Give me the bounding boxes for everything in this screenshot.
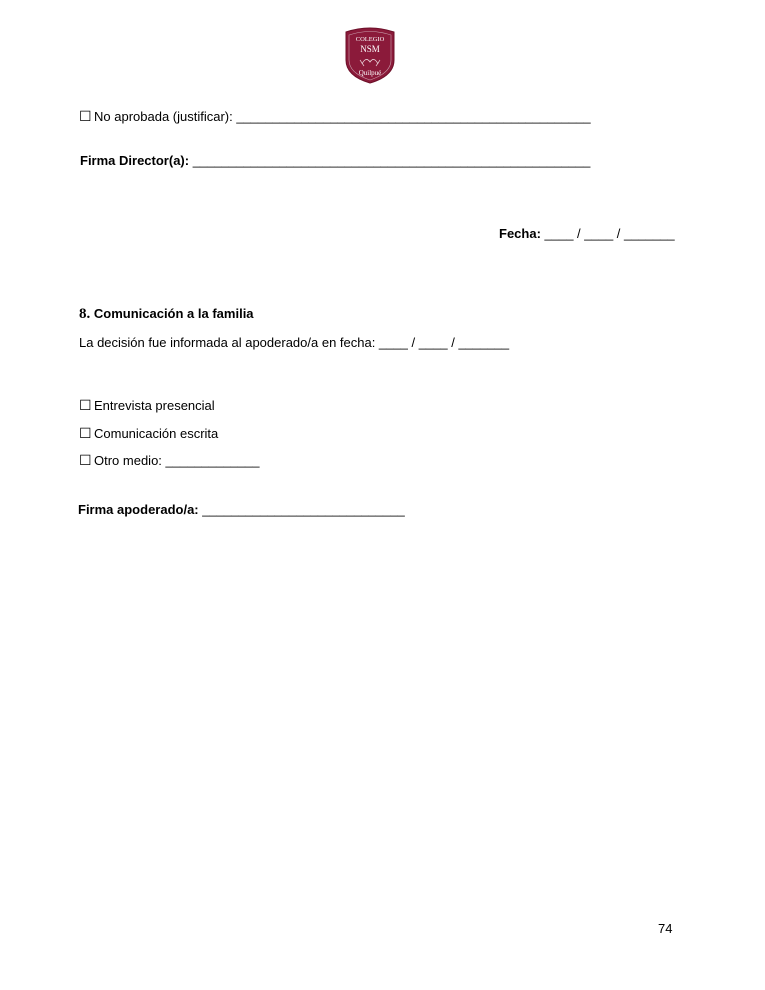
informed-date-line[interactable]: La decisión fue informada al apoderado/a en fecha: ____ / ____ / _______	[79, 335, 510, 350]
approval-date-line	[499, 226, 675, 242]
director-signature-label: Firma Director(a):	[80, 153, 190, 168]
option-checkbox[interactable]: ☐	[79, 452, 92, 468]
section-8-number: 8.	[79, 306, 91, 322]
option-label: Comunicación escrita	[94, 426, 219, 441]
page-number: 74	[658, 921, 673, 936]
option-entrevista-presencial[interactable]	[79, 397, 215, 414]
guardian-signature-blank[interactable]: ____________________________	[198, 502, 405, 517]
option-label: Otro medio: _____________	[94, 453, 260, 468]
rejected-justification-blank[interactable]: _________________________________________________	[236, 109, 591, 124]
logo-text-nsm: NSM	[360, 44, 380, 54]
option-checkbox[interactable]: ☐	[79, 397, 92, 413]
option-otro-medio[interactable]	[79, 452, 260, 469]
rejected-checkbox[interactable]: ☐	[79, 108, 92, 124]
rejected-label: No aprobada (justificar):	[94, 109, 237, 124]
guardian-signature-line	[78, 502, 405, 518]
approval-date-label: Fecha:	[499, 226, 541, 241]
school-crest-logo	[342, 26, 398, 84]
director-signature-line	[80, 153, 590, 169]
logo-text-colegio: COLEGIO	[355, 36, 385, 43]
option-label: Entrevista presencial	[94, 398, 215, 413]
guardian-signature-label: Firma apoderado/a:	[78, 502, 199, 517]
rejected-justification-line	[79, 108, 591, 125]
section-8-title: Comunicación a la familia	[93, 306, 254, 321]
option-comunicacion-escrita[interactable]	[79, 425, 218, 442]
section-8-heading	[79, 306, 254, 322]
approval-date-blank[interactable]: ____ / ____ / _______	[540, 226, 675, 241]
director-signature-blank[interactable]: _______________________________________________________	[189, 153, 591, 168]
option-checkbox[interactable]: ☐	[79, 425, 92, 441]
logo-text-quilpue: Quilpué	[358, 69, 382, 77]
